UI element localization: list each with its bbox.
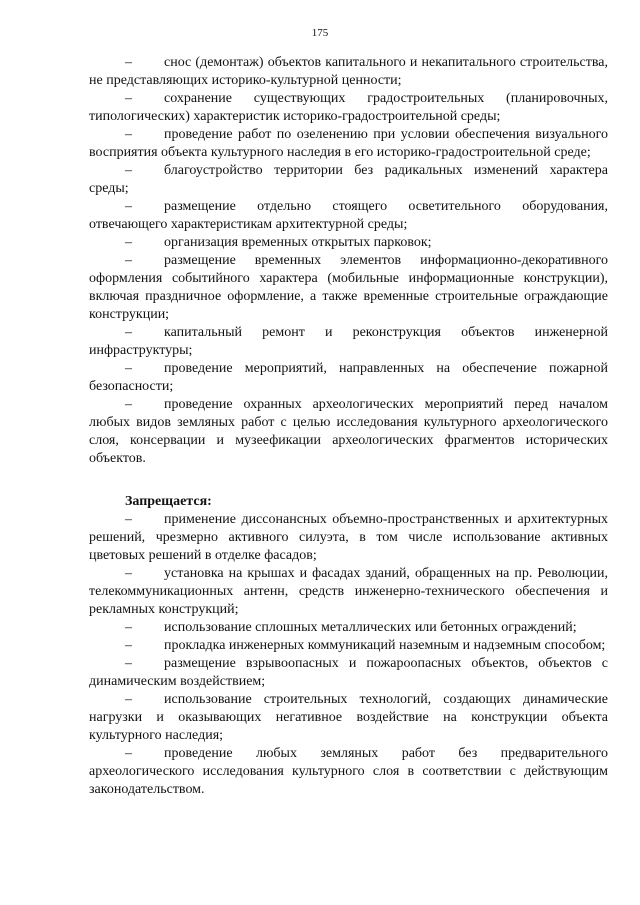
list-item bbox=[89, 126, 608, 162]
list-dash: – bbox=[125, 656, 132, 671]
list-item-text: применение диссонансных объемно-пространственных и архитектурных решений, чрезмерно активного силуэта, в том числе использование активных цветовых решений в отделке фасадов; bbox=[89, 512, 608, 563]
list-item-text: проведение работ по озеленению при условии обеспечения визуального восприятия объекта культурного наследия в его историко-градостроительной среде; bbox=[89, 127, 608, 160]
list-dash: – bbox=[125, 163, 132, 178]
list-dash: – bbox=[125, 253, 132, 268]
list-dash: – bbox=[125, 199, 132, 214]
list-dash: – bbox=[125, 397, 132, 412]
list-item bbox=[89, 162, 608, 198]
page-number: 175 bbox=[311, 27, 329, 39]
list-item bbox=[89, 511, 608, 565]
list-item bbox=[89, 54, 608, 90]
list-dash: – bbox=[125, 512, 132, 527]
list-dash: – bbox=[125, 620, 132, 635]
list-item bbox=[89, 90, 608, 126]
list-item bbox=[89, 745, 608, 799]
prohibited-heading: Запрещается: bbox=[125, 494, 212, 509]
prohibited-list bbox=[89, 511, 608, 799]
list-item bbox=[89, 637, 608, 655]
list-item-text: проведение охранных археологических мероприятий перед началом любых видов земляных работ с целью исследования культурного археологического слоя, консервации и музеефикации археологических фрагментов исторических объектов. bbox=[89, 397, 608, 466]
list-item-text: установка на крышах и фасадах зданий, обращенных на пр. Революции, телекоммуникационных антенн, средств инженерно-технического обеспечения и рекламных конструкций; bbox=[89, 566, 608, 617]
list-item bbox=[89, 252, 608, 324]
list-item-text: размещение отдельно стоящего осветительного оборудования, отвечающего характеристикам архитектурной среды; bbox=[89, 199, 608, 232]
list-dash: – bbox=[125, 692, 132, 707]
list-item-text: прокладка инженерных коммуникаций наземным и надземным способом; bbox=[164, 638, 606, 653]
list-item bbox=[89, 565, 608, 619]
list-dash: – bbox=[125, 55, 132, 70]
list-item bbox=[89, 655, 608, 691]
list-item bbox=[89, 619, 608, 637]
list-item-text: использование сплошных металлических или бетонных ограждений; bbox=[164, 620, 577, 635]
list-dash: – bbox=[125, 638, 132, 653]
list-item-text: снос (демонтаж) объектов капитального и некапитального строительства, не представляющих историко-культурной ценности; bbox=[89, 55, 608, 88]
list-item-text: размещение взрывоопасных и пожароопасных объектов, объектов с динамическим воздействием; bbox=[89, 656, 608, 689]
list-dash: – bbox=[125, 566, 132, 581]
list-item bbox=[89, 324, 608, 360]
list-item-text: проведение любых земляных работ без предварительного археологического исследования культурного слоя в соответствии с действующим законодательством. bbox=[89, 746, 608, 797]
list-item-text: сохранение существующих градостроительных (планировочных, типологических) характеристик историко-градостроительной среды; bbox=[89, 91, 608, 124]
list-item bbox=[89, 198, 608, 234]
list-item bbox=[89, 691, 608, 745]
list-item bbox=[89, 234, 608, 252]
list-dash: – bbox=[125, 361, 132, 376]
list-item bbox=[89, 396, 608, 468]
list-item-text: благоустройство территории без радикальных изменений характера среды; bbox=[89, 163, 608, 196]
list-dash: – bbox=[125, 746, 132, 761]
list-item-text: размещение временных элементов информационно-декоративного оформления событийного характера (мобильные информационные конструкции), включая праздничное оформление, а также временные строительные ограждающие конструкции; bbox=[89, 253, 608, 322]
list-item-text: организация временных открытых парковок; bbox=[164, 235, 432, 250]
list-dash: – bbox=[125, 325, 132, 340]
allowed-list bbox=[89, 54, 608, 468]
list-dash: – bbox=[125, 127, 132, 142]
list-item-text: проведение мероприятий, направленных на обеспечение пожарной безопасности; bbox=[89, 361, 608, 394]
document-body bbox=[89, 54, 608, 799]
list-item-text: использование строительных технологий, создающих динамические нагрузки и оказывающих негативное воздействие на конструкции объекта культурного наследия; bbox=[89, 692, 608, 743]
list-item bbox=[89, 360, 608, 396]
list-dash: – bbox=[125, 91, 132, 106]
list-dash: – bbox=[125, 235, 132, 250]
list-item-text: капитальный ремонт и реконструкция объектов инженерной инфраструктуры; bbox=[89, 325, 608, 358]
